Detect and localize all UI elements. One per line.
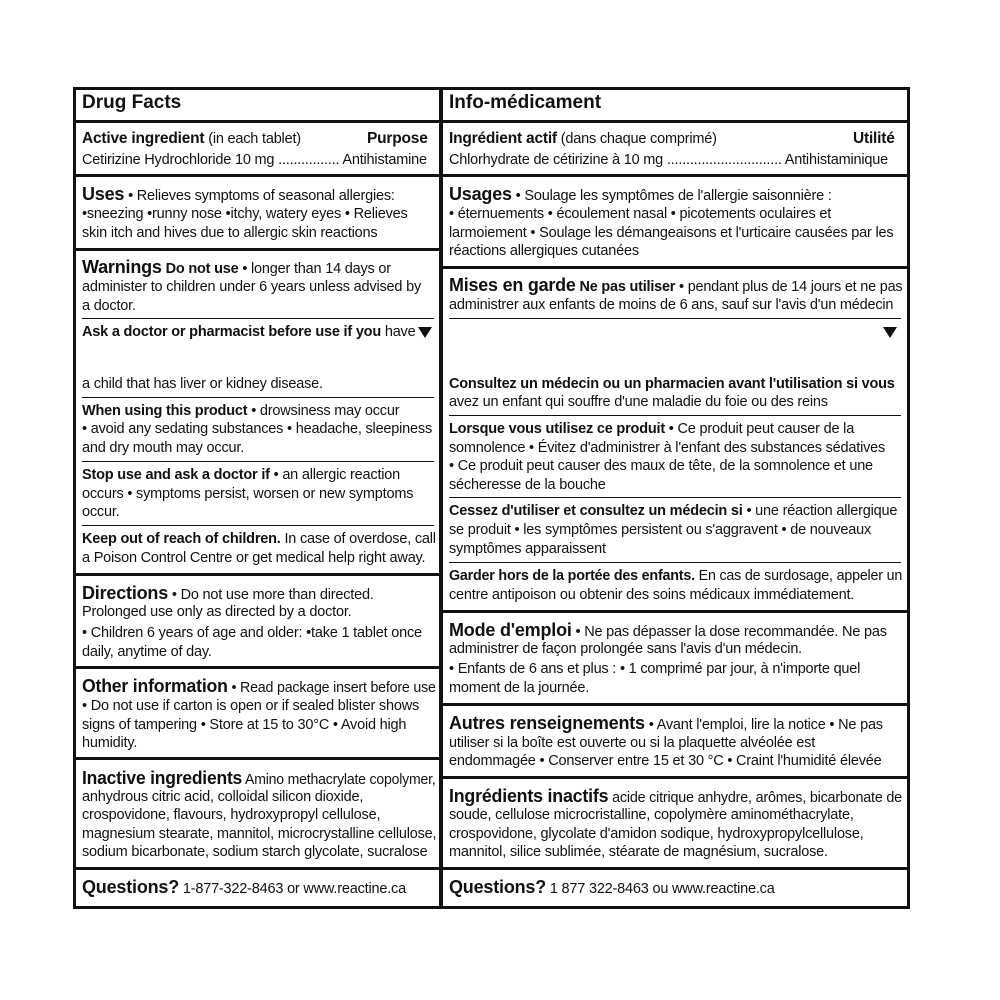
fr-rule [443,266,907,269]
en-keep-out-line-1: Keep out of reach of children. In case of overdose, call [82,531,436,547]
en-keep-out-line-2: a Poison Control Centre or get medical help right away. [82,550,426,566]
en-other-info-line-1: Other information • Read package insert before use [82,676,436,696]
fr-uses-line-3: larmoiement • Soulage les démangeaisons et l'urticaire causées par les [449,225,894,241]
en-inactive-line-2: anhydrous citric acid, colloidal silicon dioxide, [82,789,364,805]
fr-keep-out-line-1: Garder hors de la portée des enfants. En cas de surdosage, appeler un [449,568,903,584]
fr-when-using-line-4: sécheresse de la bouche [449,477,606,493]
fr-rule [443,703,907,706]
fr-directions-line-3: • Enfants de 6 ans et plus : • 1 comprimé par jour, à n'importe quel [449,661,861,677]
fr-when-using-line-1: Lorsque vous utilisez ce produit • Ce produit peut causer de la [449,421,855,437]
en-thin-rule [82,397,434,398]
en-rule [76,867,439,870]
fr-directions-line-1: Mode d'emploi • Ne pas dépasser la dose recommandée. Ne pas [449,620,887,640]
fr-rule [443,776,907,779]
fr-when-using-line-3: • Ce produit peut causer des maux de tête, de la somnolence et une [449,458,873,474]
fr-when-using-line-2: somnolence • Évitez d'administrer à l'enfant des substances sédatives [449,440,886,456]
fr-stop-use-line-3: symptômes apparaissent [449,541,606,557]
en-rule [76,248,439,251]
en-uses-line-3: skin itch and hives due to allergic skin reactions [82,225,378,241]
en-inactive-line-4: magnesium stearate, mannitol, microcrystalline cellulose, [82,826,437,842]
fr-thin-rule [449,497,901,498]
fr-rule [443,610,907,613]
fr-thin-rule [449,562,901,563]
en-directions-line-2: Prolonged use only as directed by a doctor. [82,604,352,620]
en-warnings-line-3: a doctor. [82,298,136,314]
en-thin-rule [82,461,434,462]
fr-title: Info-médicament [449,92,602,113]
en-warnings-line-2: administer to children under 6 years unless advised by [82,279,421,295]
en-rule [76,174,439,177]
fr-inactive-line-1: Ingrédients inactifs acide citrique anhydre, arômes, bicarbonate de [449,786,902,806]
en-warnings-line-1: Warnings Do not use • longer than 14 days or [82,257,391,277]
en-inactive-line-5: sodium bicarbonate, sodium starch glycolate, sucralose [82,844,428,860]
fr-thin-rule [449,318,901,319]
en-title-rule [76,120,439,123]
en-questions: Questions? 1-877-322-8463 or www.reactine.ca [82,877,406,897]
en-other-info-line-4: humidity. [82,735,138,751]
fr-directions-line-4: moment de la journée. [449,680,590,696]
en-active-ingredient-heading: Active ingredient (in each tablet) [82,130,301,147]
fr-other-info-line-1: Autres renseignements • Avant l'emploi, lire la notice • Ne pas [449,713,883,733]
en-ask-doctor-line-2: a child that has liver or kidney disease. [82,376,323,392]
fr-other-info-line-2: utiliser si la boîte est ouverte ou si la plaquette alvéolée est [449,735,816,751]
fr-stop-use-line-1: Cessez d'utiliser et consultez un médecin si • une réaction allergique [449,503,898,519]
fr-rule [443,174,907,177]
fr-warnings-line-1: Mises en garde Ne pas utiliser • pendant plus de 14 jours et ne pas [449,275,903,295]
fr-questions: Questions? 1 877 322-8463 ou www.reactine.ca [449,877,775,897]
en-title: Drug Facts [82,92,182,113]
en-active-ingredient-line: Cetirizine Hydrochloride 10 mg ................ Antihistamine [82,152,427,168]
en-inactive-line-1: Inactive ingredients Amino methacrylate copolymer, [82,768,436,788]
fr-inactive-line-2: soude, cellulose microcristalline, copolymère aminométhacrylate, [449,807,854,823]
fr-title-rule [443,120,907,123]
en-when-using-line-2: • avoid any sedating substances • headache, sleepiness [82,421,433,437]
en-other-info-line-2: • Do not use if carton is open or if sealed blister shows [82,698,420,714]
en-thin-rule [82,318,434,319]
fr-thin-rule [449,415,901,416]
en-ask-doctor: Ask a doctor or pharmacist before use if you have [82,324,416,340]
en-directions-line-3: • Children 6 years of age and older: •take 1 tablet once [82,625,422,641]
fr-uses-line-4: réactions allergiques cutanées [449,243,639,259]
fr-inactive-line-4: mannitol, silice sublimée, stéarate de magnésium, sucralose. [449,844,828,860]
fr-uses-line-2: • éternuements • écoulement nasal • picotements oculaires et [449,206,832,222]
fr-rule [443,867,907,870]
en-stop-use-line-1: Stop use and ask a doctor if • an allergic reaction [82,467,401,483]
fr-active-ingredient-line: Chlorhydrate de cétirizine à 10 mg .............................. Antihistaminique [449,152,888,168]
en-directions-line-4: daily, anytime of day. [82,644,212,660]
en-when-using-line-1: When using this product • drowsiness may occur [82,403,400,419]
fr-stop-use-line-2: se produit • les symptômes persistent ou s'aggravent • de nouveaux [449,522,872,538]
triangle-down-icon [418,327,432,338]
fr-uses-line-1: Usages • Soulage les symptômes de l'allergie saisonnière : [449,184,832,204]
en-other-info-line-3: signs of tampering • Store at 15 to 30°C • Avoid high [82,717,407,733]
fr-inactive-line-3: crospovidone, glycolate d'amidon sodique, hydroxypropylcellulose, [449,826,864,842]
triangle-down-icon [883,327,897,338]
fr-other-info-line-3: endommagée • Conserver entre 15 et 30 °C • Craint l'humidité élevée [449,753,882,769]
en-stop-use-line-2: occurs • symptoms persist, worsen or new symptoms [82,486,414,502]
fr-purpose-heading: Utilité [853,130,895,147]
fr-keep-out-line-2: centre antipoison ou obtenir des soins médicaux immédiatement. [449,587,855,603]
fr-warnings-line-2: administrer aux enfants de moins de 6 ans, sauf sur l'avis d'un médecin [449,297,894,313]
fr-ask-doctor-line-2: avez un enfant qui souffre d'une maladie du foie ou des reins [449,394,828,410]
en-rule [76,757,439,760]
en-uses-line-2: •sneezing •runny nose •itchy, watery eyes • Relieves [82,206,408,222]
en-directions-line-1: Directions • Do not use more than directed. [82,583,374,603]
en-inactive-line-3: crospovidone, flavours, hydroxypropyl cellulose, [82,807,381,823]
en-purpose-heading: Purpose [367,130,428,147]
column-divider [439,87,443,909]
en-rule [76,573,439,576]
en-rule [76,666,439,669]
fr-directions-line-2: administrer de façon prolongée sans l'avis d'un médecin. [449,641,803,657]
en-uses-line-1: Uses • Relieves symptoms of seasonal allergies: [82,184,395,204]
en-thin-rule [82,525,434,526]
en-stop-use-line-3: occur. [82,504,120,520]
fr-ask-doctor: Consultez un médecin ou un pharmacien avant l'utilisation si vous [449,376,895,392]
en-when-using-line-3: and dry mouth may occur. [82,440,245,456]
fr-active-ingredient-heading: Ingrédient actif (dans chaque comprimé) [449,130,717,147]
